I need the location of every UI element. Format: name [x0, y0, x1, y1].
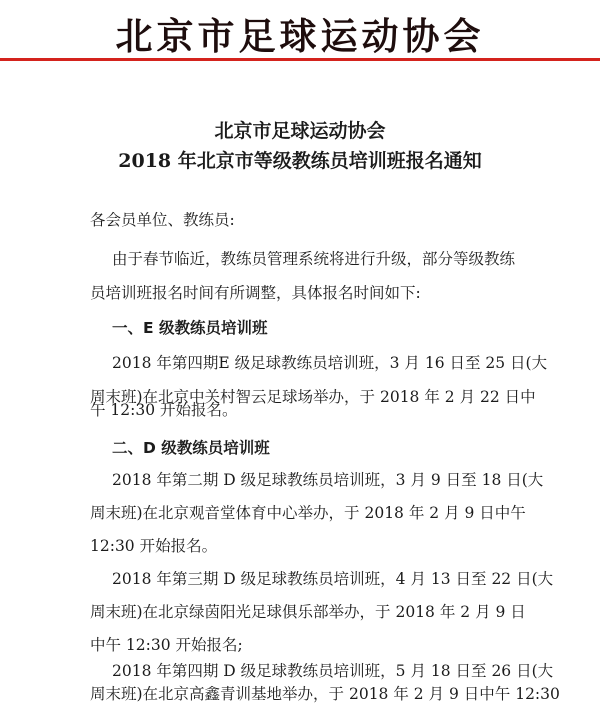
letterhead-org-name: 北京市足球运动协会	[115, 15, 485, 58]
intro-line: 由于春节临近，教练员管理系统将进行升级，部分等级教练	[112, 250, 516, 268]
section-d-paragraph-3-line: 2018 年第四期 D 级足球教练员培训班，5 月 18 日至 26 日(大	[112, 662, 554, 680]
section-d-paragraph-2-line: 2018 年第三期 D 级足球教练员培训班，4 月 13 日至 22 日(大	[112, 570, 554, 588]
document-title-line-1: 北京市足球运动协会	[214, 120, 386, 142]
letterhead-red-rule	[0, 58, 600, 61]
section-e-heading: 一、E 级教练员培训班	[112, 319, 268, 337]
section-e-paragraph-line: 周末班)在北京中关村智云足球场举办，于 2018 年 2 月 22 日中	[90, 388, 536, 406]
section-d-paragraph-1-line: 12:30 开始报名。	[90, 537, 218, 555]
section-e-paragraph-line: 2018 年第四期E 级足球教练员培训班，3 月 16 日至 25 日(大	[112, 354, 548, 372]
section-e-paragraph-line: 午 12:30 开始报名。	[90, 401, 238, 419]
section-d-heading: 二、D 级教练员培训班	[112, 439, 270, 457]
document-title-line-2: 2018 年北京市等级教练员培训班报名通知	[118, 150, 482, 172]
section-d-paragraph-1-line: 2018 年第二期 D 级足球教练员培训班，3 月 9 日至 18 日(大	[112, 471, 544, 489]
salutation: 各会员单位、教练员:	[90, 211, 235, 229]
section-d-paragraph-3-line: 周末班)在北京高鑫青训基地举办，于 2018 年 2 月 9 日中午 12:30	[90, 685, 560, 703]
section-d-paragraph-2-line: 中午 12:30 开始报名;	[90, 636, 243, 654]
section-d-paragraph-1-line: 周末班)在北京观音堂体育中心举办，于 2018 年 2 月 9 日中午	[90, 504, 526, 522]
section-d-paragraph-2-line: 周末班)在北京绿茵阳光足球俱乐部举办，于 2018 年 2 月 9 日	[90, 603, 526, 621]
letterhead	[0, 0, 600, 62]
intro-line: 员培训班报名时间有所调整，具体报名时间如下:	[90, 284, 421, 302]
